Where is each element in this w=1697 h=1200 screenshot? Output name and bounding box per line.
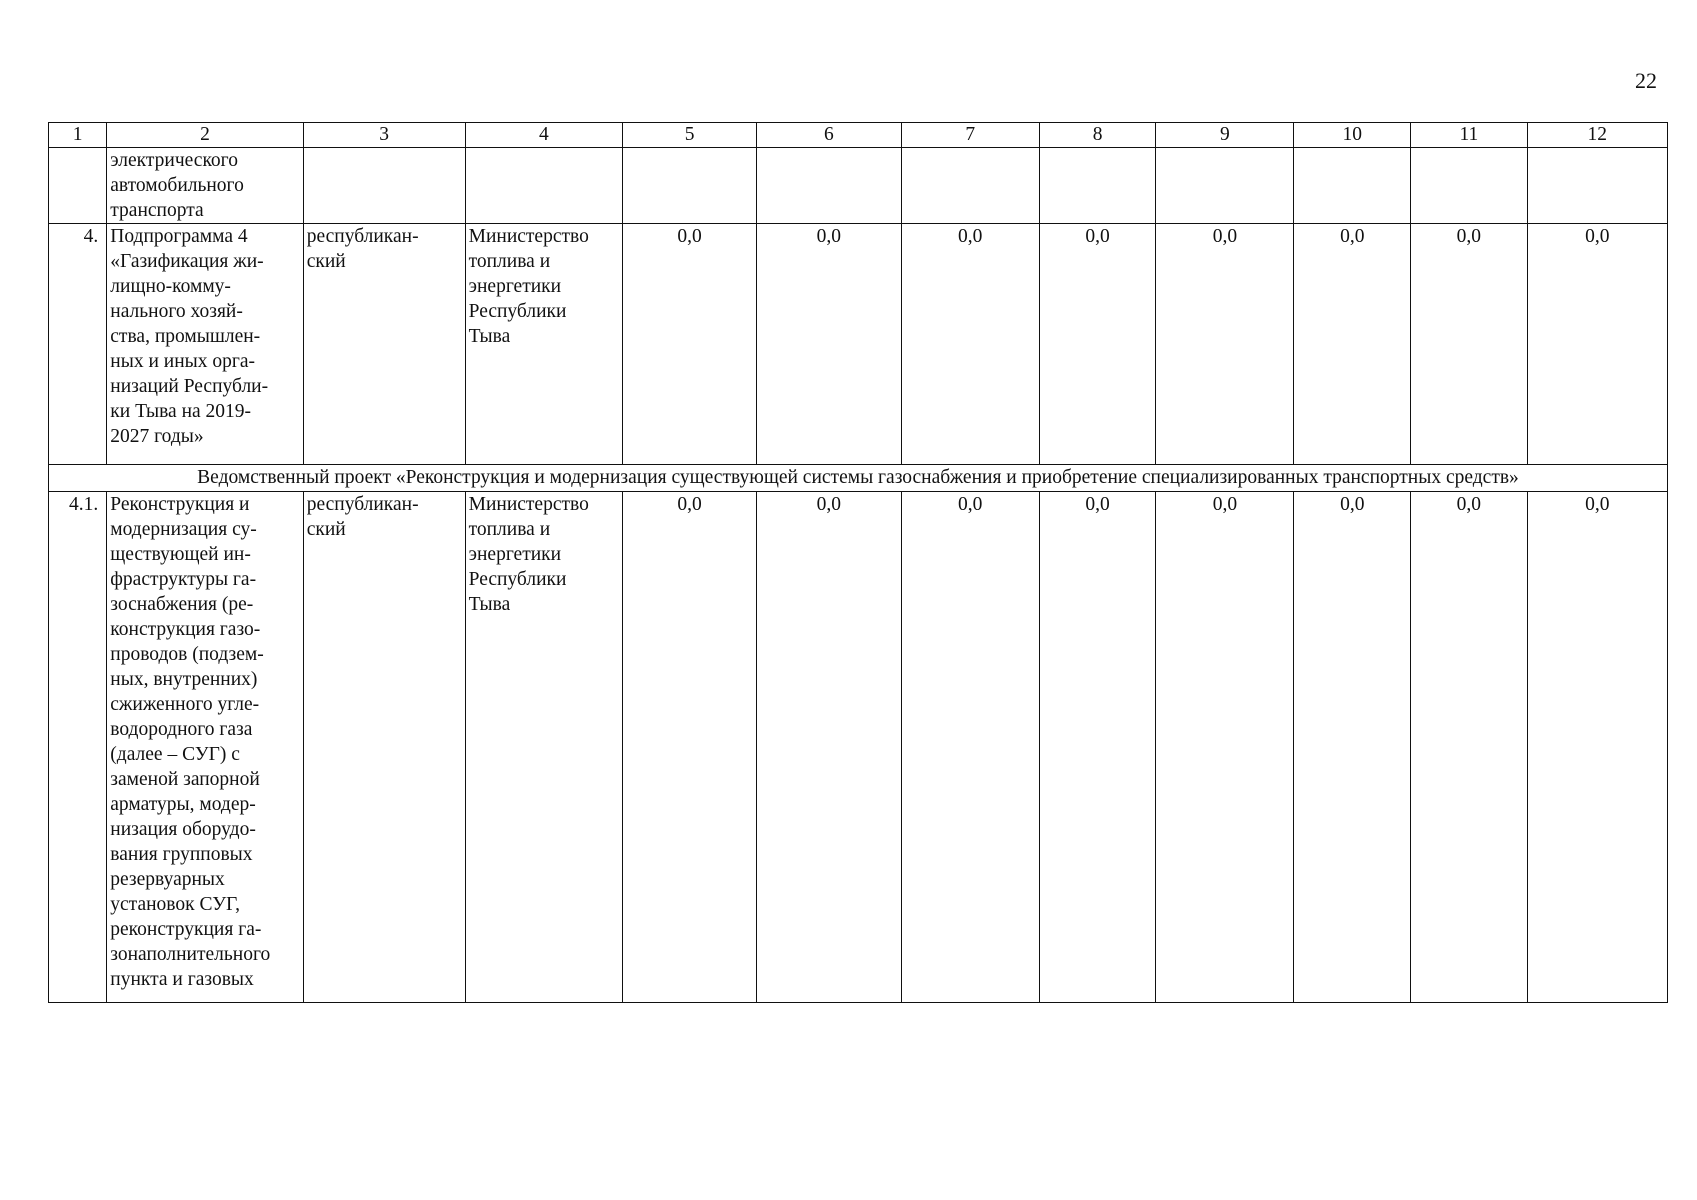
column-header-10: 10	[1294, 123, 1411, 148]
value-cell: 0,0	[1156, 492, 1294, 1003]
table-row	[49, 492, 1668, 1003]
column-header-1: 1	[49, 123, 107, 148]
executor-cell	[465, 148, 623, 224]
column-header-5: 5	[623, 123, 757, 148]
value-cell: 0,0	[1294, 492, 1411, 1003]
executor-cell: Министерство топлива и энергетики Республики Тыва	[465, 492, 623, 1003]
value-cell: 0,0	[1294, 224, 1411, 465]
column-header-2: 2	[107, 123, 303, 148]
column-header-11: 11	[1411, 123, 1528, 148]
value-cell	[1411, 148, 1528, 224]
column-header-12: 12	[1527, 123, 1667, 148]
column-header-7: 7	[901, 123, 1039, 148]
column-header-8: 8	[1039, 123, 1156, 148]
executor-cell: Министерство топлива и энергетики Республики Тыва	[465, 224, 623, 465]
value-cell	[1156, 148, 1294, 224]
row-name-cell: электрического автомобильного транспорта	[107, 148, 303, 224]
column-number-row	[49, 123, 1668, 148]
budget-table	[48, 122, 1668, 1003]
value-cell: 0,0	[1527, 492, 1667, 1003]
value-cell: 0,0	[1039, 224, 1156, 465]
value-cell	[901, 148, 1039, 224]
value-cell: 0,0	[1411, 492, 1528, 1003]
table-row	[49, 148, 1668, 224]
value-cell: 0,0	[1039, 492, 1156, 1003]
value-cell: 0,0	[757, 492, 902, 1003]
budget-cell: республикан- ский	[303, 492, 465, 1003]
value-cell	[1039, 148, 1156, 224]
project-title-cell: Ведомственный проект «Реконструкция и модернизация существующей системы газоснабжения и приобретение специализированных транспортных средств»	[49, 465, 1668, 492]
row-number-cell: 4.1.	[49, 492, 107, 1003]
column-header-4: 4	[465, 123, 623, 148]
budget-cell	[303, 148, 465, 224]
value-cell	[1527, 148, 1667, 224]
value-cell: 0,0	[1411, 224, 1528, 465]
row-name-cell: Подпрограмма 4 «Газификация жи- лищно-комму- нального хозяй- ства, промышлен- ных и иных орга- низаций Республи- ки Тыва на 2019- 2027 годы»	[107, 224, 303, 465]
column-header-6: 6	[757, 123, 902, 148]
row-number-cell	[49, 148, 107, 224]
value-cell: 0,0	[1156, 224, 1294, 465]
value-cell: 0,0	[757, 224, 902, 465]
value-cell	[757, 148, 902, 224]
column-header-3: 3	[303, 123, 465, 148]
value-cell: 0,0	[1527, 224, 1667, 465]
table-row	[49, 224, 1668, 465]
page-number: 22	[1635, 68, 1657, 93]
budget-cell: республикан- ский	[303, 224, 465, 465]
value-cell: 0,0	[623, 492, 757, 1003]
value-cell	[623, 148, 757, 224]
project-title-row	[49, 465, 1668, 492]
value-cell: 0,0	[901, 492, 1039, 1003]
value-cell	[1294, 148, 1411, 224]
value-cell: 0,0	[623, 224, 757, 465]
value-cell: 0,0	[901, 224, 1039, 465]
row-name-cell: Реконструкция и модернизация су- ществующей ин- фраструктуры га- зоснабжения (ре- конструкция газо- проводов (подзем- ных, внутренних) сжиженного угле- водородного газа (далее – СУГ) с заменой запорной арматуры, модер- низация оборудо- вания групповых резервуарных установок СУГ, реконструкция га- зонаполнительного пункта и газовых	[107, 492, 303, 1003]
column-header-9: 9	[1156, 123, 1294, 148]
row-number-cell: 4.	[49, 224, 107, 465]
